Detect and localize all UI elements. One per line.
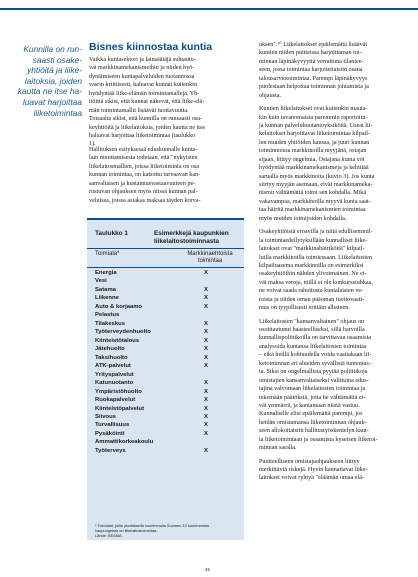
body-text-line: ta liiketoimintaan ja osaamista kyseisen liiketoi- xyxy=(259,436,378,443)
table-row xyxy=(87,278,244,286)
table-row xyxy=(87,422,244,430)
body-text-line: nismit välttämättä toimi sen kohdalla. Mikä xyxy=(259,190,367,197)
table-services xyxy=(87,218,244,540)
cell-market-mark: X xyxy=(204,380,208,387)
body-text-line: mus on tyypillisesti erittäin alhainen. xyxy=(259,305,350,312)
body-text-line: kuntien niiden puitteissa harjoittaman toi- xyxy=(259,50,362,57)
body-text-line: seen allokoitaisiin hallitustyöskentelyn kaut- xyxy=(259,428,369,435)
body-text-line: dyntämiseen kuntapalveluiden tuotannossa xyxy=(89,73,195,80)
table-title xyxy=(154,230,239,246)
body-text-line: 1). xyxy=(89,141,96,148)
cell-market-mark: X xyxy=(204,354,208,361)
body-text-line: liikelaitosmallien, joissa liiketoiminta on osa xyxy=(89,163,200,170)
body-text-line: Liikelaitosten "kansanvaltainen" ohjaus on xyxy=(259,318,365,325)
body-column-left-bottom xyxy=(89,146,241,205)
cell-market-mark: X xyxy=(204,413,208,420)
cell-market-mark: X xyxy=(204,397,208,404)
cell-market-mark: X xyxy=(204,422,208,429)
body-text-line: siirtyy myyjän asemaan, eivät markkinameka- xyxy=(259,182,373,188)
cell-market-mark: X xyxy=(204,337,208,344)
cell-service: Liikenne xyxy=(95,295,119,302)
body-text-line: luilla markkinoilla toimiessaan. Liikelaitosten xyxy=(259,254,372,261)
body-text-line: laitokset ovat "markkinahäiriköitä" kilpail- xyxy=(259,246,365,253)
body-text-line: lain muuttamisesta todetaan, että "nykyisten xyxy=(89,155,198,162)
top-rule xyxy=(0,8,418,10)
body-text-line: puolestaan helpottaa toiminnan johtamista ja xyxy=(259,84,369,91)
body-text-line: kunnan toimintaa, on katsottu turvaavan kan- xyxy=(89,172,201,179)
pull-quote-line: liiketoimintaa xyxy=(33,107,82,118)
body-text-line: keyhtiöitä ja liikelaitoksia, joiden kautta ne itse xyxy=(89,124,206,131)
body-text-line: seen, jossa toimintaa harjoitettaisiin osana xyxy=(259,67,363,74)
body-text-line: sarualla myös markkinoita (kuvio 3). Jos kunta xyxy=(259,173,375,180)
body-text-line: ja kunnan palveluhuotantoyksiköitä. Useat lii- xyxy=(259,122,373,129)
body-text-line: minnan saralla. xyxy=(259,445,297,452)
cell-service: Jätehuolto xyxy=(95,346,125,353)
table-row xyxy=(87,304,244,312)
body-column-left-top xyxy=(89,56,241,149)
body-text-line: analysoida kuntansa liikelaitosten toimintaa xyxy=(259,343,367,350)
pull-quote-line: laitoksia, joiden xyxy=(24,75,82,86)
body-text-line: vät ymmärrä, ja kantamaan niistä vastuu. xyxy=(259,402,360,409)
cell-service: Ympäristöhuolto xyxy=(95,388,142,395)
body-column-right xyxy=(259,41,409,483)
cell-service: Pelastus xyxy=(95,312,120,319)
table-row xyxy=(87,287,244,295)
table-footnote xyxy=(95,523,241,538)
cell-market-mark: X xyxy=(204,405,208,412)
column-header-market xyxy=(182,251,238,265)
pull-quote-line: luavat harjoittaa xyxy=(22,96,82,107)
cell-service: Ammattikorkeakoulu xyxy=(95,439,154,446)
body-text-line: sanvaltaisen ja kustannusvastaavuuteen pe- xyxy=(89,180,196,187)
cell-service: Tilakeskus xyxy=(95,320,126,327)
body-text-line: tekemään päätöksiä, joita he välttämättä ei- xyxy=(259,394,366,401)
table-row xyxy=(87,312,244,320)
column-header-service: Toimiala* xyxy=(95,251,120,257)
body-text-line: omistajien kansanvaltaiseksi valittuina edus- xyxy=(259,377,369,384)
cell-service: Turvallisuus xyxy=(95,422,130,429)
table-row xyxy=(87,431,244,439)
cell-service: Yrityspalvelut xyxy=(95,371,134,378)
cell-service: Vesi xyxy=(95,278,107,285)
table-header-row xyxy=(87,248,244,268)
body-text-line: vat markkinamekanismeihin ja niiden hyö- xyxy=(89,65,195,72)
table-number: Taulukko 1 xyxy=(95,230,128,237)
table-row xyxy=(87,380,244,388)
cell-service: ATK-palvelut xyxy=(95,363,131,370)
pull-quote xyxy=(4,44,82,118)
body-text-line: hyödyntää markkinamekanismeja ja kehittää xyxy=(259,165,369,172)
body-text-line: kunnallispoliitikoilla on tarvittavaa osaamista xyxy=(259,335,372,342)
cell-market-mark: X xyxy=(204,295,208,302)
cell-service: Työterveydenhuolto xyxy=(95,329,151,336)
cell-market-mark: X xyxy=(204,447,208,454)
body-text-line: Kuntien liikelaitokset ovat kuitenkin mauta- xyxy=(259,106,368,113)
cell-service: Pysäköinti xyxy=(95,430,125,437)
cell-market-mark: X xyxy=(204,430,208,437)
body-text-line: uksen".¹⁰ Liikelaitokset epäilemättä lisäävät xyxy=(259,42,368,48)
body-text-line: – eikä heillä kohtuudella voida vaatiakaan lii- xyxy=(259,352,372,359)
table-row xyxy=(87,338,244,346)
table-body xyxy=(87,270,244,456)
cell-service: Taksihuolto xyxy=(95,354,128,361)
body-text-line: kelaitokset harjoittavat liiketoimintaa kilpail- xyxy=(259,131,371,138)
body-text-line: veluissa, joissa asiakas maksaa täyden korva- xyxy=(89,197,201,204)
body-text-line: osoittautunut haasteelliseksi, sillä harvoilla xyxy=(259,327,365,333)
cell-market-mark: X xyxy=(204,388,208,395)
cell-service: Ruokapalvelut xyxy=(95,397,136,404)
column-header-line: toimintaa xyxy=(197,258,223,264)
cell-market-mark: X xyxy=(204,303,208,310)
table-row xyxy=(87,414,244,422)
body-text-line: ohjausta. xyxy=(259,92,281,99)
section-heading: Bisnes kiinnostaa kuntia xyxy=(89,41,213,53)
cell-service: Kiinteistötalous xyxy=(95,337,140,344)
pull-quote-line: Kunnilla on run- xyxy=(23,44,82,54)
footnote-line: * Toimialat, joilla yksittäisellä suurimmalla Suomen 12 suurimmista xyxy=(95,523,209,528)
pull-quote-line: kautta ne itse ha- xyxy=(17,86,82,97)
body-text-line: taa häiritä markkinamekanismien toimintaa xyxy=(259,207,366,214)
table-row xyxy=(87,439,244,447)
cell-market-mark: X xyxy=(204,363,208,370)
cell-market-mark: X xyxy=(204,329,208,336)
body-text-line: vät maksa veroja, niillä ei ole konkurssiuhkaa, xyxy=(259,279,373,286)
body-text-line: myös muiden toimijoiden kohdalla. xyxy=(259,215,347,222)
body-text-line: tajina valvomaan liikelaitosten toimintaa ja xyxy=(259,386,366,393)
table-row xyxy=(87,406,244,414)
table-row xyxy=(87,346,244,354)
cell-service: Kiinteistöpalvelut xyxy=(95,405,145,412)
body-text-line: Hallituksen esityksessä eduskunnalle kunta- xyxy=(89,147,198,153)
body-text-line: vasrin kriittisesti, haluavat kunnat kuitenkin xyxy=(89,82,197,89)
body-text-line: minnan läpinäkyvyyttä verrattuna tilantee- xyxy=(259,58,364,65)
body-text-line: Kunnalisille elisi epäilemättä parempi, jos xyxy=(259,411,363,418)
column-header-line: Markkinaehtoista xyxy=(187,251,233,257)
body-text-line: Vaikka kuntasektori ja lainsäätäjä suhtautu- xyxy=(89,57,196,63)
table-row xyxy=(87,270,244,278)
body-text-line: män toimintamallit lisäävät tuottavuutta. xyxy=(89,107,189,114)
body-text-line: Toisaalta sikisi, että kunnilla on runsaasti osa- xyxy=(89,116,202,123)
body-text-line: talousarviotoimintaa. Parempi läpinäkyvyys xyxy=(259,75,368,82)
table-row xyxy=(87,295,244,303)
body-text-line: roista ja niiden oman pääoman tuottovaati- xyxy=(259,296,365,303)
body-text-line: heidän omistamansa liiketoiminnan ohjauk- xyxy=(259,419,367,426)
body-text-line: hyödyntää liike-elämän toimintamalleja. Yh- xyxy=(89,90,200,97)
table-row xyxy=(87,321,244,329)
table-title-line: Esimerkkejä kaupunkien xyxy=(154,230,229,237)
table-row xyxy=(87,397,244,405)
body-text-line: ketoiminnan eri alueiden syvällistä tuntemus- xyxy=(259,360,371,367)
body-text-line: osakeyhtiöihin nähden ylivoimainen. Ne ei- xyxy=(259,271,367,278)
body-text-line: kin kuin tavanomaista paremmin raportoitu- xyxy=(259,114,368,121)
table-row xyxy=(87,363,244,371)
body-text-line: kilpailuasema markkinoilla on esimerkiksi xyxy=(259,262,364,269)
table-title-line: liikelaitostoiminnasta xyxy=(154,238,219,245)
cell-market-mark: X xyxy=(204,320,208,327)
body-text-line: tiöittä sikisi, että kunnat näkevät, että liike-elä- xyxy=(89,99,205,106)
body-text-line: toiminnoissa markkinoilla myyjänä, ostajan xyxy=(259,148,367,155)
cell-service: Työterveys xyxy=(95,447,126,454)
cell-service: Energia xyxy=(95,270,117,276)
body-text-line: haluavat harjoittaa liiketoimintaa (taulukko xyxy=(89,132,196,139)
body-text-line: merkittäviä riskejä. Hyvin kannattavat liike- xyxy=(259,467,368,473)
table-row xyxy=(87,448,244,456)
body-text-line: ta. Siksi on ongelmallista pyytää poliittikoja xyxy=(259,369,368,376)
body-text-line: vakavampaa, markkinoilla myyvä kunta saat- xyxy=(259,198,371,205)
page-number: 45 xyxy=(205,567,211,572)
pull-quote-line: saasti osake- xyxy=(32,54,82,65)
body-text-line: laitokset voivat ryhtyä "eläämän omaa elä- xyxy=(259,475,364,482)
cell-market-mark: X xyxy=(204,346,208,353)
cell-service: Satama xyxy=(95,286,116,293)
table-row xyxy=(87,389,244,397)
body-text-line: rustuvan ohjauksen myös niissä kunnan pal- xyxy=(89,189,198,196)
body-text-line: la toimintaedellytyksillään kunnalliset liike- xyxy=(259,237,368,244)
cell-market-mark: X xyxy=(204,270,208,276)
body-text-line: len muiden yhtiöiden kanssa, ja juuri kunnan xyxy=(259,139,370,146)
body-text-line: ne voivat saada rahoitusta kuntalaisten ve- xyxy=(259,288,364,295)
table-row xyxy=(87,355,244,363)
table-row xyxy=(87,329,244,337)
pull-quote-line: yhtiöitä ja liike- xyxy=(27,65,82,76)
body-text-line: sijaan, liittyy ongelmia. Ostajana kunta voi xyxy=(259,156,365,163)
cell-market-mark: X xyxy=(204,286,208,293)
footnote-line: Lähde: BEAMA. xyxy=(95,533,123,538)
body-text-line: Osakeyhtiöistä eroavilla ja niitä edullisemmil- xyxy=(259,229,373,236)
table-row xyxy=(87,372,244,380)
body-text-line: Puutteelliseen omistajaohjaukseen liittyy xyxy=(259,458,360,465)
cell-service: Siivous xyxy=(95,413,116,420)
footnote-line: kaupungeista on liikelaitostoimintaa. xyxy=(95,528,158,533)
cell-service: Katunuotanto xyxy=(95,380,134,387)
cell-service: Auto & korjaamo xyxy=(95,303,143,310)
